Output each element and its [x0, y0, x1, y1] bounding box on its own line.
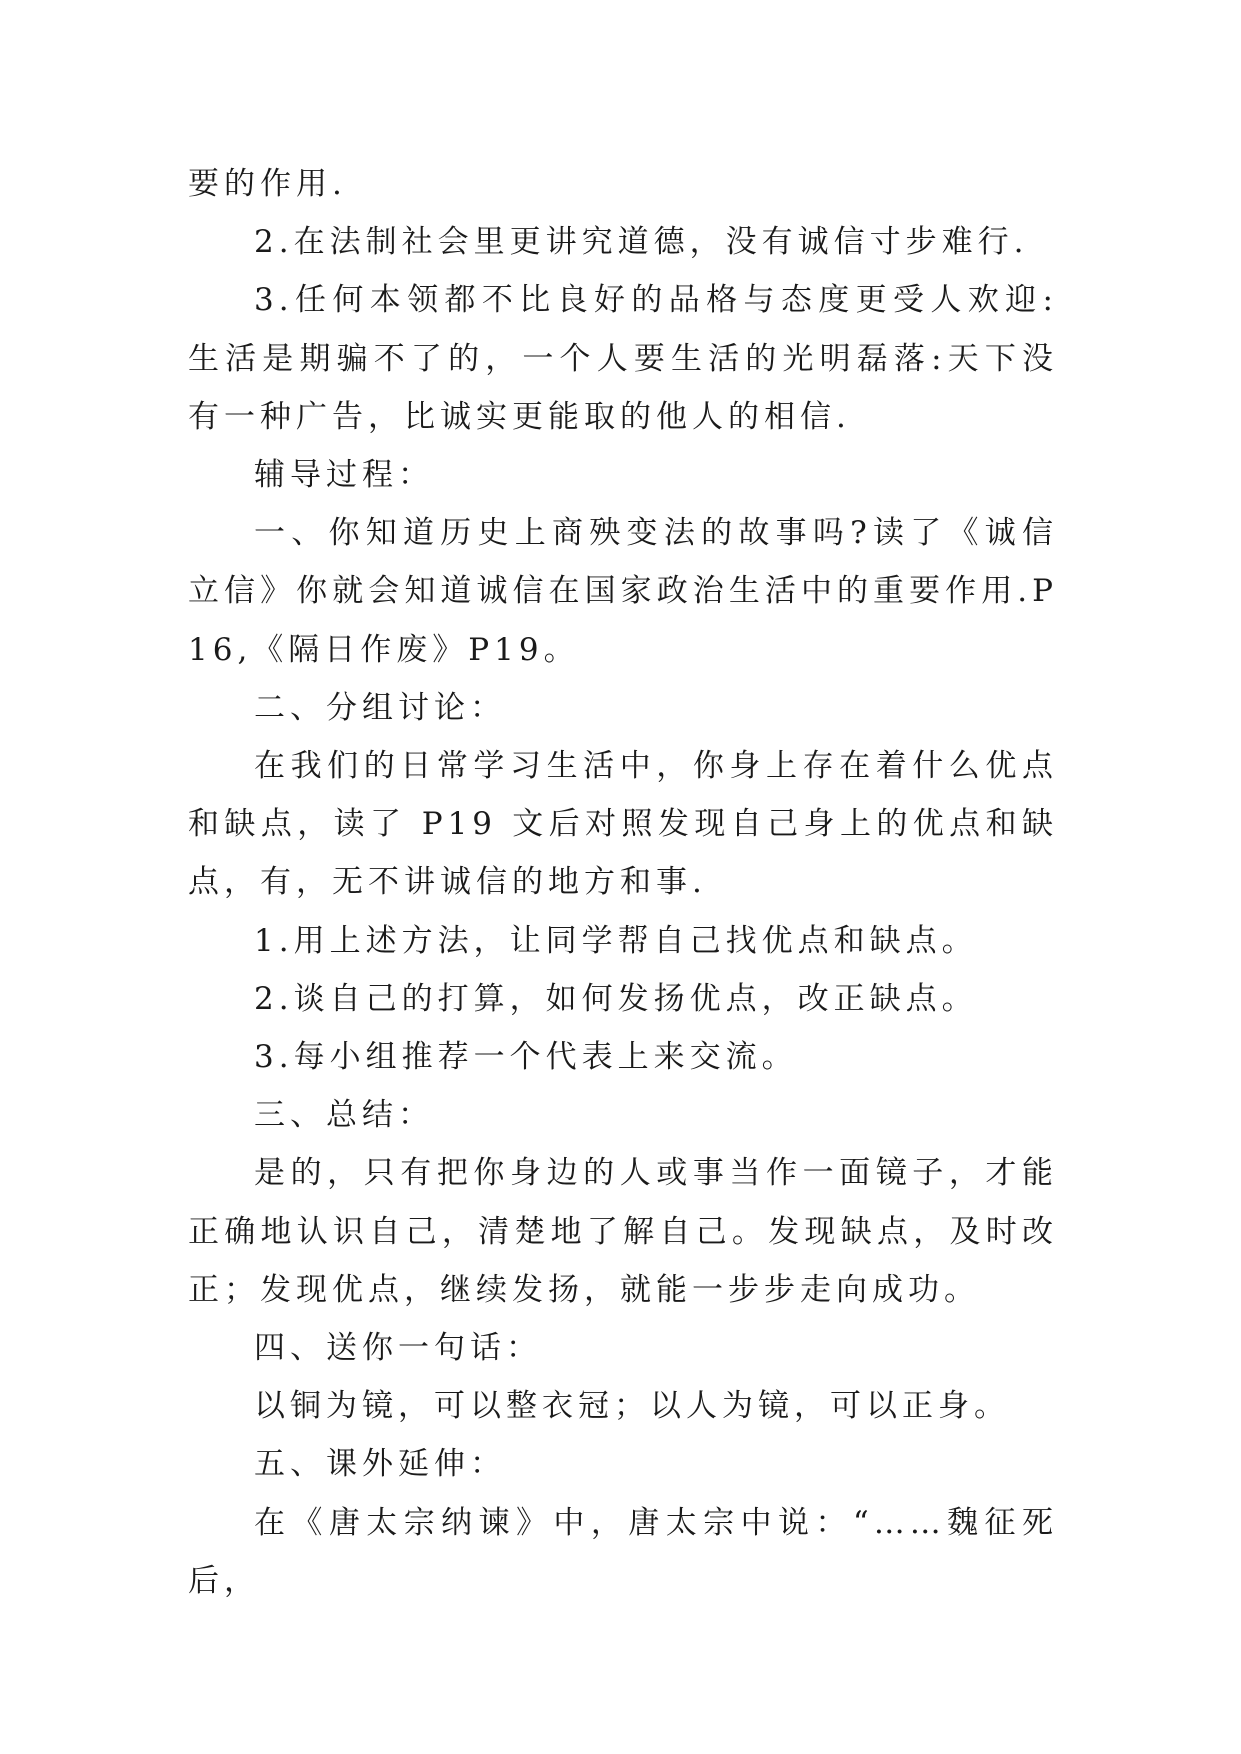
paragraph: 在我们的日常学习生活中，你身上存在着什么优点和缺点，读了 P19 文后对照发现自己身上的优点和缺点，有，无不讲诚信的地方和事.: [188, 748, 1058, 901]
section-heading: 五、课外延伸：: [254, 1446, 506, 1483]
paragraph: 2.在法制社会里更讲究道德，没有诚信寸步难行.: [254, 224, 1029, 261]
list-item: 1.用上述方法，让同学帮自己找优点和缺点。: [254, 922, 978, 959]
paragraph: 在《唐太宗纳谏》中，唐太宗中说：“……魏征死后，: [188, 1504, 1058, 1599]
section-heading: 二、分组讨论：: [254, 689, 506, 726]
list-item: 3.每小组推荐一个代表上来交流。: [254, 1039, 798, 1076]
paragraph: 是的，只有把你身边的人或事当作一面镜子，才能正确地认识自己，清楚地了解自己。发现缺点，及时改正；发现优点，继续发扬，就能一步步走向成功。: [188, 1155, 1058, 1308]
document-body: [188, 155, 1058, 1610]
list-item: 2.谈自己的打算，如何发扬优点，改正缺点。: [254, 980, 978, 1017]
section-heading: 辅导过程：: [254, 457, 434, 494]
paragraph: 3.任何本领都不比良好的品格与态度更受人欢迎:生活是期骗不了的，一个人要生活的光明磊落:天下没有一种广告，比诚实更能取的他人的相信.: [188, 282, 1058, 435]
section-heading: 四、送你一句话：: [254, 1330, 542, 1367]
section-heading: 三、总结：: [254, 1097, 434, 1134]
paragraph: 以铜为镜，可以整衣冠；以人为镜，可以正身。: [254, 1388, 1010, 1425]
paragraph: 一、你知道历史上商殃变法的故事吗?读了《诚信立信》你就会知道诚信在国家政治生活中的重要作用.P16,《隔日作废》P19。: [188, 515, 1058, 668]
paragraph: 要的作用.: [188, 166, 347, 202]
